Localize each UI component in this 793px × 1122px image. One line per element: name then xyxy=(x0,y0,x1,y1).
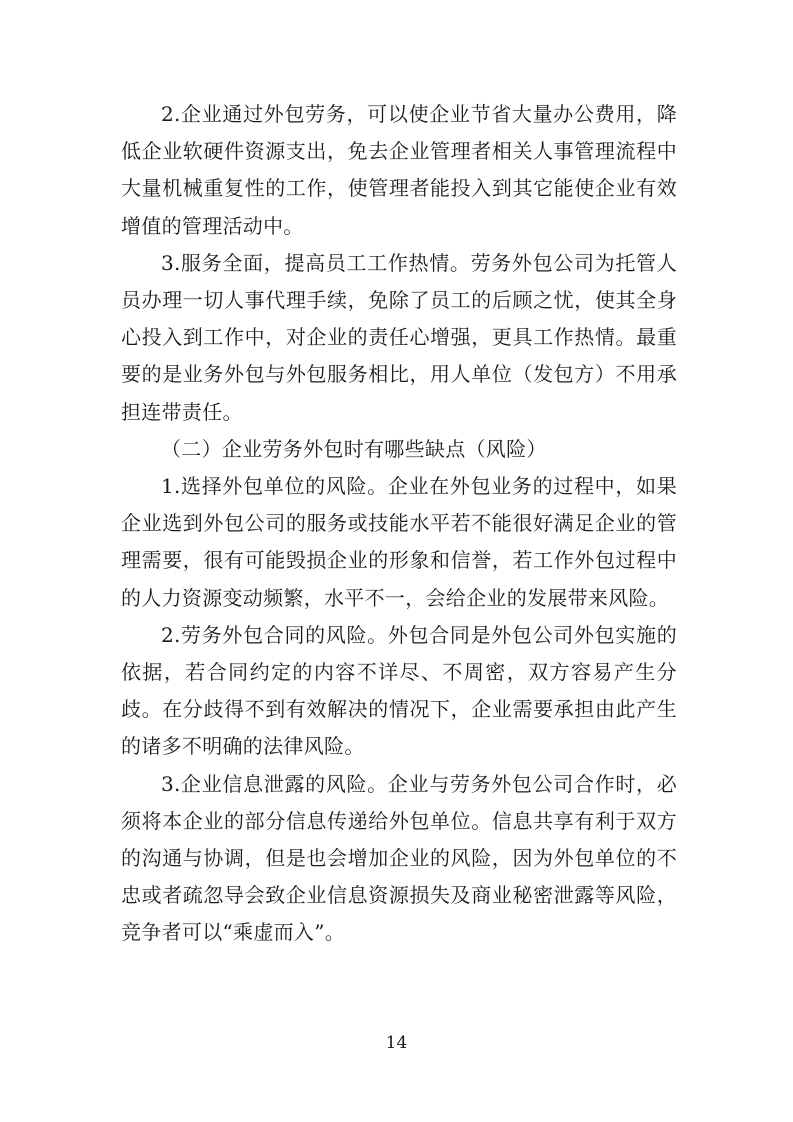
section-heading-risks: （二）企业劳务外包时有哪些缺点（风险） xyxy=(161,436,547,461)
paragraph-information-leak-risk: 3.企业信息泄露的风险。企业与劳务外包公司合作时，必须将本企业的部分信息传递给外包单位。信息共享有利于双方的沟通与协调，但是也会增加企业的风险，因为外包单位的不忠或者疏忽导会致企业信息资源损失及商业秘密泄露等风险，竞争者可以“乘虚而入”。 xyxy=(121,771,677,945)
page-number: 14 xyxy=(385,1033,408,1053)
paragraph-cost-savings: 2.企业通过外包劳务，可以使企业节省大量办公费用，降低企业软硬件资源支出，免去企业管理者相关人事管理流程中大量机械重复性的工作，使管理者能投入到其它能使企业有效增值的管理活动中。 xyxy=(121,102,677,238)
page-body xyxy=(121,96,677,952)
paragraph-comprehensive-service: 3.服务全面，提高员工工作热情。劳务外包公司为托管人员办理一切人事代理手续，免除了员工的后顾之忧，使其全身心投入到工作中，对企业的责任心增强，更具工作热情。最重要的是业务外包与外包服务相比，用人单位（发包方）不用承担连带责任。 xyxy=(121,250,677,424)
paragraph-contract-risk: 2.劳务外包合同的风险。外包合同是外包公司外包实施的依据，若合同约定的内容不详尽、不周密，双方容易产生分歧。在分歧得不到有效解决的情况下，企业需要承担由此产生的诸多不明确的法律风险。 xyxy=(121,622,677,759)
paragraph-vendor-selection-risk: 1.选择外包单位的风险。企业在外包业务的过程中，如果企业选到外包公司的服务或技能水平若不能很好满足企业的管理需要，很有可能毁损企业的形象和信誉，若工作外包过程中的人力资源变动频繁，水平不一，会给企业的发展带来风险。 xyxy=(121,474,677,610)
